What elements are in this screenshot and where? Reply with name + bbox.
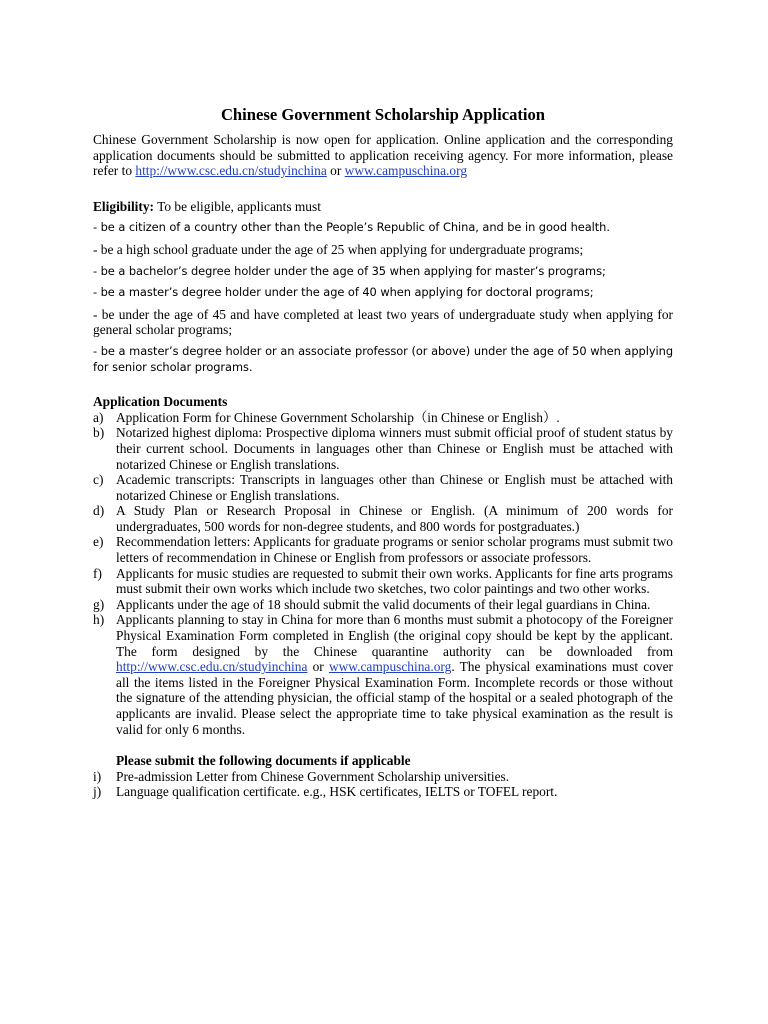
campuschina-link[interactable]: www.campuschina.org bbox=[328, 659, 452, 675]
item-marker: j) bbox=[93, 784, 102, 800]
eligibility-intro bbox=[93, 199, 673, 215]
document-content bbox=[93, 104, 673, 800]
item-text: Applicants for music studies are requested to submit their own works. Applicants for fine arts programs must submit their own works which include two sketches, two color paintings and two other works. bbox=[116, 565, 673, 597]
item-text: Application Form for Chinese Government Scholarship（in Chinese or English）. bbox=[116, 409, 560, 425]
eligibility-item: - be under the age of 45 and have completed at least two years of undergraduate study when applying for general scholar programs; bbox=[93, 306, 673, 338]
document-item-physical-exam bbox=[93, 612, 673, 737]
csc-link[interactable]: http://www.csc.edu.cn/studyinchina bbox=[135, 163, 327, 179]
campuschina-link[interactable]: www.campuschina.org bbox=[344, 163, 468, 179]
item-text: Applicants under the age of 18 should submit the valid documents of their legal guardians in China. bbox=[116, 596, 651, 612]
item-text: Academic transcripts: Transcripts in languages other than Chinese or English must be attached with notarized Chinese or English translations. bbox=[116, 472, 673, 503]
eligibility-label: Eligibility: bbox=[93, 198, 155, 214]
item-text: Recommendation letters: Applicants for graduate programs or senior scholar programs must submit two letters of recommendation in Chinese or English from professors or associate professors. bbox=[116, 534, 673, 566]
eligibility-item: - be a high school graduate under the age of 25 when applying for undergraduate programs; bbox=[93, 241, 584, 257]
item-marker: h) bbox=[93, 612, 105, 628]
csc-link[interactable]: http://www.csc.edu.cn/studyinchina bbox=[116, 659, 308, 675]
intro-paragraph bbox=[93, 132, 673, 179]
document-item bbox=[93, 472, 673, 503]
eligibility-lead: To be eligible, applicants must bbox=[157, 198, 321, 214]
item-marker: f) bbox=[93, 565, 102, 581]
eligibility-section bbox=[93, 199, 673, 375]
document-item bbox=[93, 784, 673, 800]
item-text: Applicants planning to stay in China for more than 6 months must submit a photocopy of the Foreigner Physical Examination Form completed in English (the original copy should be kept by the applicant. The form designed by the Chinese quarantine authority can be downloaded from bbox=[116, 612, 673, 659]
document-item bbox=[93, 597, 673, 613]
item-marker: d) bbox=[93, 503, 105, 519]
eligibility-item: - be a citizen of a country other than the People’s Republic of China, and be in good health. bbox=[93, 220, 610, 235]
eligibility-item: - be a master’s degree holder or an associate professor (or above) under the age of 50 when applying for senior scholar programs. bbox=[93, 343, 673, 374]
item-text: Pre-admission Letter from Chinese Government Scholarship universities. bbox=[116, 768, 510, 784]
document-item bbox=[93, 769, 673, 785]
eligibility-item: - be a bachelor’s degree holder under the age of 35 when applying for master’s programs; bbox=[93, 263, 606, 278]
item-marker: c) bbox=[93, 472, 104, 488]
document-item bbox=[93, 410, 673, 426]
item-text: Notarized highest diploma: Prospective diploma winners must submit official proof of student status by their current school. Documents in languages other than Chinese or English must be attached with notarized Chinese or English translations. bbox=[116, 425, 673, 472]
item-text: A Study Plan or Research Proposal in Chinese or English. (A minimum of 200 words for undergraduates, 500 words for non-degree students, and 800 words for postgraduates.) bbox=[116, 503, 673, 534]
eligibility-item: - be a master’s degree holder under the age of 40 when applying for doctoral programs; bbox=[93, 285, 594, 300]
optional-documents-list bbox=[93, 769, 673, 800]
item-text: Language qualification certificate. e.g., HSK certificates, IELTS or TOFEL report. bbox=[116, 784, 558, 800]
page-title: Chinese Government Scholarship Application bbox=[220, 105, 546, 124]
item-marker: g) bbox=[93, 596, 105, 612]
item-text-after: . The physical examinations must cover all the items listed in the Foreigner Physical Examination Form. Incomplete records or those without the signature of the attending physician, the official stamp of the hospital or a sealed photograph of the applicants are invalid. Please select the appropriate time to take physical examination as the result is valid for only 6 months. bbox=[116, 659, 674, 737]
document-item bbox=[93, 503, 673, 534]
document-item bbox=[93, 534, 673, 565]
item-marker: i) bbox=[93, 768, 102, 784]
intro-or: or bbox=[330, 163, 342, 179]
documents-heading: Application Documents bbox=[93, 394, 228, 410]
item-or: or bbox=[312, 659, 324, 675]
item-marker: e) bbox=[93, 534, 104, 550]
item-marker: b) bbox=[93, 425, 105, 441]
document-item bbox=[93, 566, 673, 597]
documents-list bbox=[93, 410, 673, 737]
document-item bbox=[93, 425, 673, 472]
item-marker: a) bbox=[93, 409, 104, 425]
optional-documents-heading: Please submit the following documents if applicable bbox=[116, 753, 411, 769]
intro-text: Chinese Government Scholarship is now open for application. Online application and the corresponding application documents should be submitted to application receiving agency. For more information, please refer to bbox=[93, 132, 673, 179]
